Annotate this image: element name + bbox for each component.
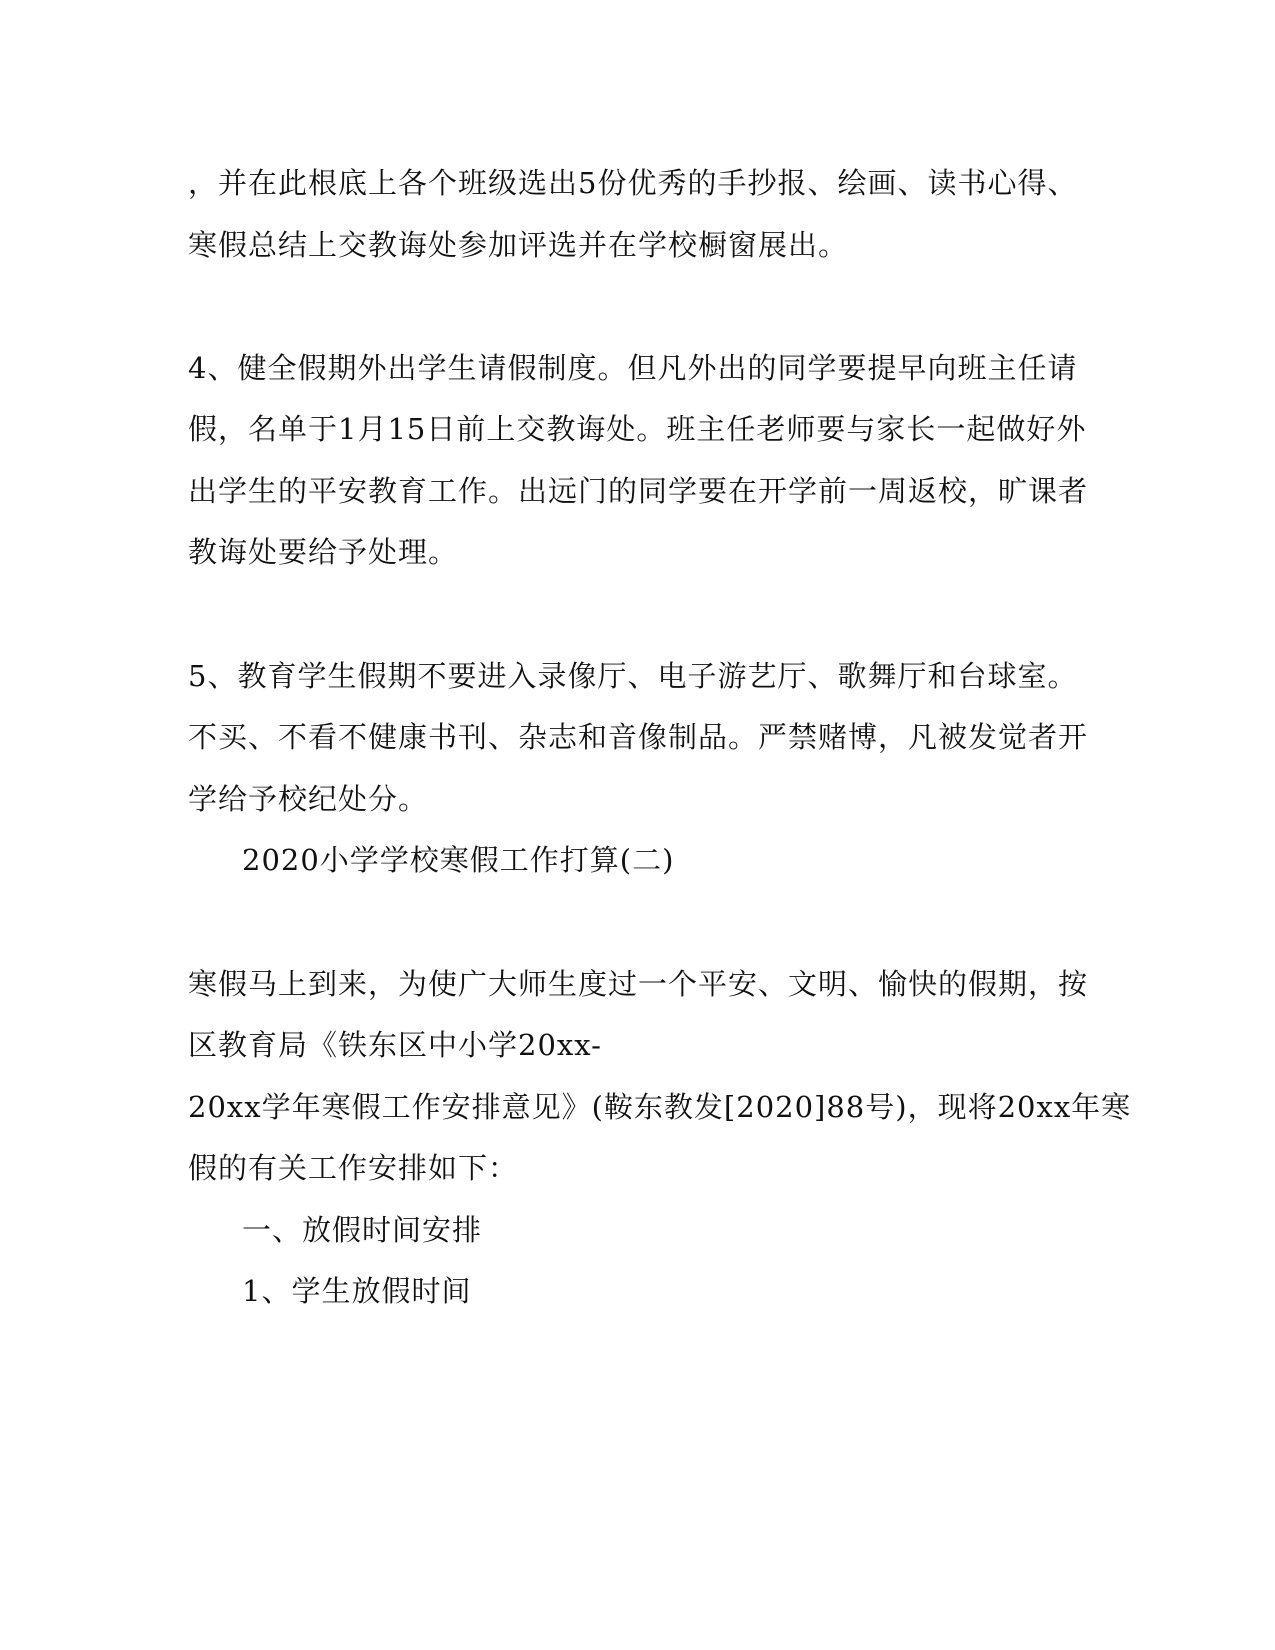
paragraph-line: 寒假马上到来，为使广大师生度过一个平安、文明、愉快的假期，按	[188, 967, 1089, 1001]
paragraph-line: 5、教育学生假期不要进入录像厅、电子游艺厅、歌舞厅和台球室。	[188, 659, 1078, 693]
paragraph-line: ，并在此根底上各个班级选出5份优秀的手抄报、绘画、读书心得、	[188, 166, 1078, 200]
paragraph-line: 教诲处要给予处理。	[188, 535, 459, 569]
paragraph-line: 区教育局《铁东区中小学20xx-	[188, 1028, 602, 1062]
list-item: 1、学生放假时间	[242, 1274, 472, 1308]
paragraph-line: 假，名单于1月15日前上交教诲处。班主任老师要与家长一起做好外	[188, 412, 1087, 446]
paragraph-line: 寒假总结上交教诲处参加评选并在学校橱窗展出。	[188, 228, 849, 262]
paragraph-line: 4、健全假期外出学生请假制度。但凡外出的同学要提早向班主任请	[188, 351, 1078, 385]
paragraph-line: 出学生的平安教育工作。出远门的同学要在开学前一周返校，旷课者	[188, 474, 1089, 508]
paragraph-line: 学给予校纪处分。	[188, 782, 429, 816]
subsection-heading: 一、放假时间安排	[242, 1213, 483, 1247]
paragraph-line: 不买、不看不健康书刊、杂志和音像制品。严禁赌博，凡被发觉者开	[188, 720, 1089, 754]
paragraph-line: 假的有关工作安排如下：	[188, 1151, 519, 1185]
section-heading: 2020小学学校寒假工作打算(二)	[242, 843, 675, 877]
paragraph-line: 20xx学年寒假工作安排意见》(鞍东教发[2020]88号)，现将20xx年寒	[188, 1090, 1132, 1124]
